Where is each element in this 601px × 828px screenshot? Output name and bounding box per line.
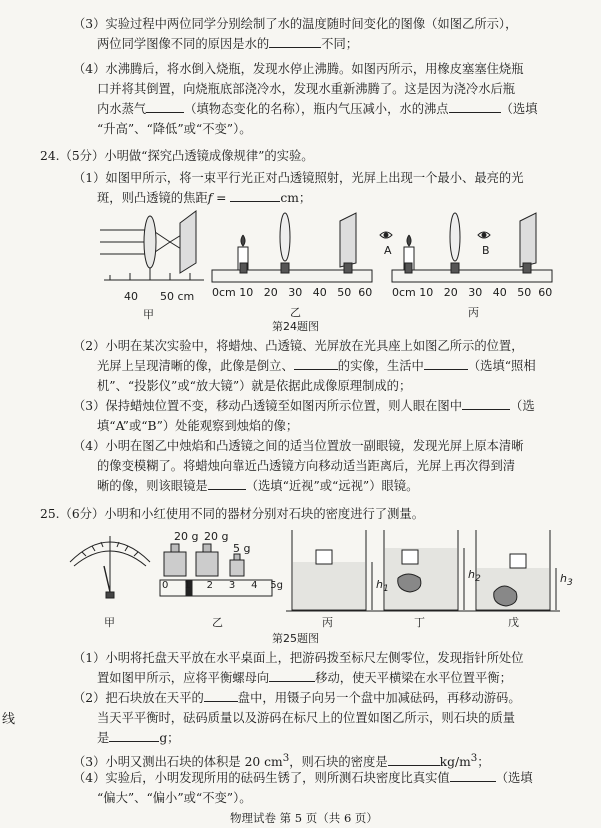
q24-part4-line2: 的像变模糊了。将蜡烛向靠近凸透镜方向移动适当距离后，光屏上再次得到清 (97, 459, 516, 473)
margin-binding-char: 线 (2, 712, 16, 727)
q25-heading: 25.（6分）小明和小红使用不同的器材分别对石块的密度进行了测量。 (40, 507, 424, 521)
q24-heading: 24.（5分）小明做“探究凸透镜成像规律”的实验。 (40, 149, 314, 163)
q25-part2-line2: 当天平平衡时，砝码质量以及游码在标尺上的位置如图乙所示，则石块的质量 (97, 711, 516, 725)
q25-part4-line2: “偏大”、“偏小”或“不变”）。 (97, 791, 252, 805)
yi25-label: 乙 (212, 616, 223, 629)
answer-blank[interactable] (109, 730, 159, 742)
figure-24-bing (380, 213, 552, 282)
jia-label: 甲 (143, 308, 154, 321)
q24-part2-line3: 机”、“投影仪”或“放大镜”）就是依据此成像原理制成的； (97, 379, 412, 393)
answer-blank[interactable] (424, 358, 468, 370)
ruler-ticks-yi: 0cm 10 20 30 40 50 60 (212, 286, 373, 299)
jia-tick-40: 40 (124, 290, 138, 303)
answer-blank[interactable] (449, 101, 501, 113)
q23-part3-line2: 两位同学图像不同的原因是水的 不同； (97, 37, 359, 51)
figure-24-caption: 第24题图 (272, 320, 319, 333)
weight-20g-a: 20 g (174, 530, 199, 543)
figure-24-jia (100, 211, 204, 280)
ruler-25: 0 1 2 3 4 5g (162, 580, 283, 591)
q24-part1-line1: （1）如图甲所示，将一束平行光正对凸透镜照射，光屏上出现一个最小、最亮的光 (73, 171, 524, 185)
weight-5g: 5 g (233, 542, 251, 555)
q25-part4-line1: （4）实验后，小明发现所用的砝码生锈了，则所测石块密度比真实值 （选填 (73, 771, 533, 785)
figure-25-density (0, 522, 601, 622)
answer-blank[interactable] (208, 478, 246, 490)
label-a: A (384, 244, 392, 257)
h1-label: $h_1$ (376, 578, 389, 595)
wu25-label: 戊 (508, 616, 519, 629)
q24-part2-line1: （2）小明在某次实验中，将蜡烛、凸透镜、光屏放在光具座上如图乙所示的位置， (73, 339, 524, 353)
answer-blank[interactable] (294, 358, 338, 370)
q24-part3-line1: （3）保持蜡烛位置不变，移动凸透镜至如图丙所示位置，则人眼在图中 （选 (73, 399, 535, 413)
jia25-label: 甲 (104, 616, 115, 629)
ruler-ticks-bing: 0cm 10 20 30 40 50 60 (392, 286, 553, 299)
figure-25-caption: 第25题图 (272, 632, 319, 645)
answer-blank[interactable] (230, 190, 280, 202)
ding25-label: 丁 (414, 616, 425, 629)
q24-part3-line2: 填“A”或“B”）处能观察到烛焰的像； (97, 419, 299, 433)
answer-blank[interactable] (450, 770, 496, 782)
figure-25-containers (286, 530, 560, 611)
q25-part2-line1: （2）把石块放在天平的 盘中，用镊子向另一个盘中加减砝码，再移动游码。 (73, 691, 521, 705)
q24-part4-line3: 晰的像，则该眼镜是 （选填“近视”或“远视”）眼镜。 (97, 479, 419, 493)
q23-part4-line1: （4）水沸腾后，将水倒入烧瓶，发现水停止沸腾。如图丙所示，用橡皮塞塞住烧瓶 (73, 62, 524, 76)
q24-part1-line2: 斑，则凸透镜的焦距f = cm； (97, 191, 312, 205)
figure-25-jia (70, 536, 150, 598)
jia-tick-50: 50 cm (160, 290, 195, 303)
q24-part4-line1: （4）小明在图乙中烛焰和凸透镜之间的适当位置放一副眼镜，发现光屏上原本清晰 (73, 439, 524, 453)
q25-part1-line2: 置如图甲所示，应将平衡螺母向 移动，使天平横梁在水平位置平衡； (97, 671, 512, 685)
q23-part4-line4: “升高”、“降低”或“不变”）。 (97, 122, 252, 136)
q25-part3: （3）小明又测出石块的体积是 20 $cm^3$，则石块的密度是 $kg/m^3$； (73, 752, 490, 770)
h3-label: $h_3$ (560, 572, 573, 589)
bing-label: 丙 (468, 306, 479, 319)
page-footer: 物理试卷 第 5 页（共 6 页） (230, 811, 378, 825)
figure-24-yi (212, 213, 372, 282)
answer-blank[interactable] (146, 101, 184, 113)
weight-20g-b: 20 g (204, 530, 229, 543)
answer-blank[interactable] (462, 398, 510, 410)
q23-part4-line3: 内水蒸气 （填物态变化的名称），瓶内气压减小，水的沸点 （选填 (97, 102, 538, 116)
answer-blank[interactable] (388, 754, 440, 766)
answer-blank[interactable] (269, 670, 315, 682)
answer-blank[interactable] (204, 690, 238, 702)
q24-part2-line2: 光屏上呈现清晰的像，此像是倒立、 的实像，生活中 （选填“照相 (97, 359, 536, 373)
h2-label: $h_2$ (468, 568, 481, 585)
q23-part4-line2: 口并将其倒置，向烧瓶底部浇冷水，发现水重新沸腾了。这是因为浇冷水后瓶 (97, 82, 516, 96)
answer-blank[interactable] (269, 36, 321, 48)
yi-label: 乙 (290, 306, 301, 319)
q25-part2-line3: 是 g； (97, 731, 180, 745)
q25-part1-line1: （1）小明将托盘天平放在水平桌面上，把游码拨至标尺左侧零位，发现指针所处位 (73, 651, 524, 665)
label-b: B (482, 244, 490, 257)
bing25-label: 丙 (322, 616, 333, 629)
q23-part3-line1: （3）实验过程中两位同学分别绘制了水的温度随时间变化的图像（如图乙所示）， (73, 17, 518, 31)
